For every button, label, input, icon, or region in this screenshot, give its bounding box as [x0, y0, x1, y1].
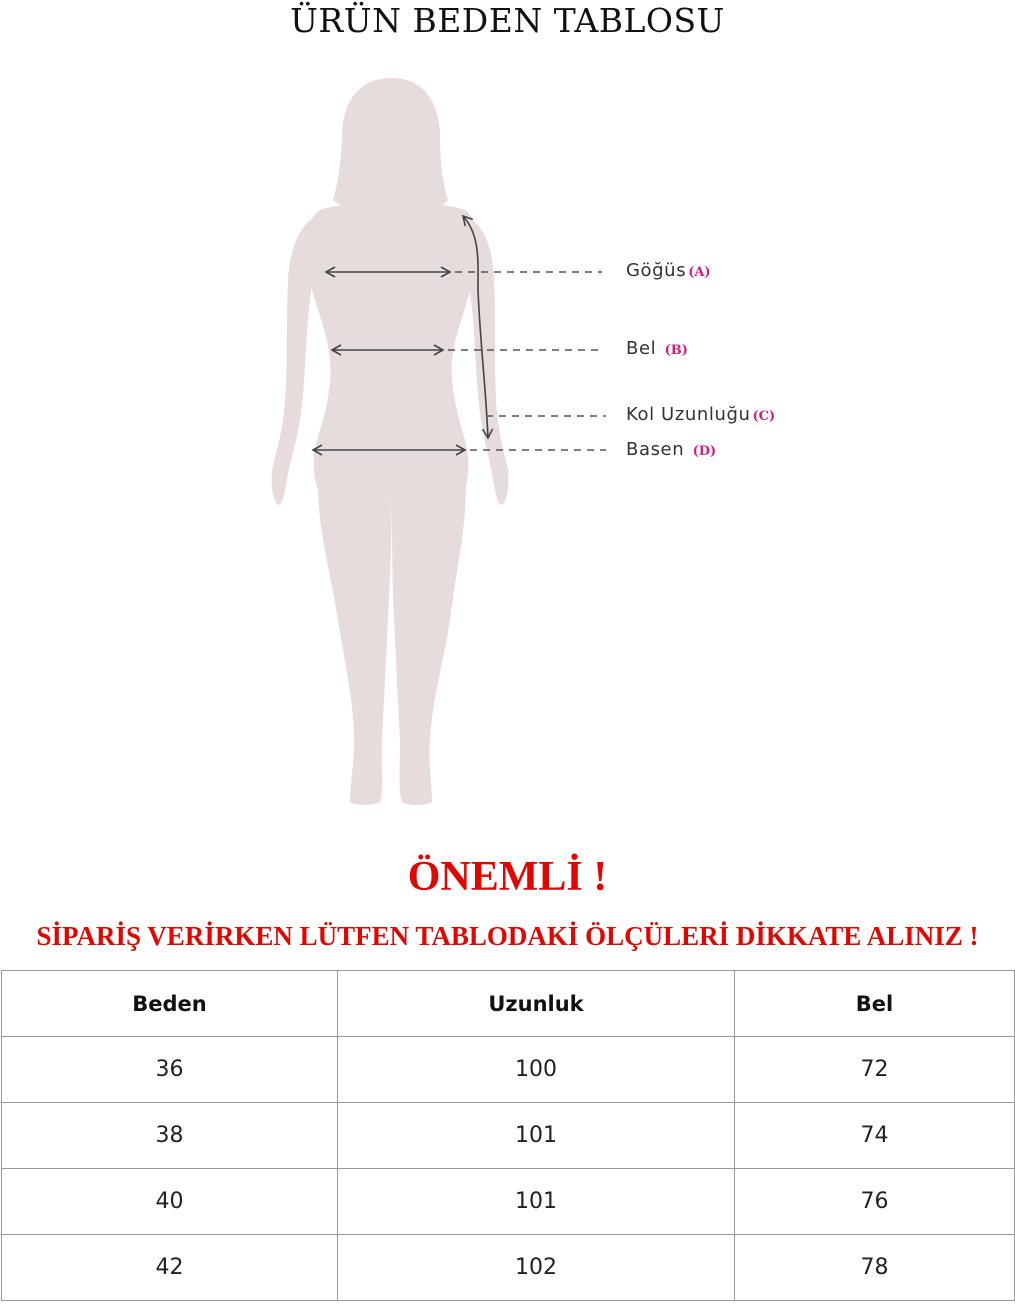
- table-row: [2, 1169, 1015, 1235]
- table-cell: 36: [2, 1037, 338, 1103]
- measurement-code: (B): [664, 343, 688, 358]
- measurement-code: (D): [692, 444, 717, 459]
- measurement-code: (A): [688, 265, 711, 280]
- measurement-code: (C): [752, 409, 776, 424]
- body-measurement-figure: [0, 60, 1015, 820]
- female-silhouette: [272, 78, 509, 805]
- table-cell: 38: [2, 1103, 338, 1169]
- table-cell: 101: [338, 1169, 735, 1235]
- measurement-name: Bel: [626, 338, 657, 359]
- table-cell: 40: [2, 1169, 338, 1235]
- table-cell: 76: [735, 1169, 1015, 1235]
- measurement-name: Göğüs: [626, 260, 687, 281]
- body-silhouette-diagram: [0, 60, 1015, 820]
- table-header-row: [2, 971, 1015, 1037]
- measurement-name: Basen: [626, 439, 685, 460]
- table-row: [2, 1037, 1015, 1103]
- table-cell: 42: [2, 1235, 338, 1301]
- table-cell: 100: [338, 1037, 735, 1103]
- measurement-label-waist: [626, 338, 688, 359]
- table-cell: 102: [338, 1235, 735, 1301]
- table-cell: 72: [735, 1037, 1015, 1103]
- column-header-size: Beden: [2, 971, 338, 1037]
- table-row: [2, 1235, 1015, 1301]
- column-header-length: Uzunluk: [338, 971, 735, 1037]
- table-cell: 101: [338, 1103, 735, 1169]
- measurement-label-chest: [626, 260, 711, 281]
- table-cell: 74: [735, 1103, 1015, 1169]
- table-cell: 78: [735, 1235, 1015, 1301]
- size-table: [1, 970, 1015, 1301]
- page-title: ÜRÜN BEDEN TABLOSU: [290, 1, 725, 40]
- measurement-label-sleeve: [626, 404, 775, 425]
- measurement-name: Kol Uzunluğu: [626, 404, 751, 425]
- column-header-waist: Bel: [735, 971, 1015, 1037]
- measurement-label-hip: [626, 439, 716, 460]
- order-notice: SİPARİŞ VERİRKEN LÜTFEN TABLODAKİ ÖLÇÜLERİ DİKKATE ALINIZ !: [36, 921, 979, 951]
- table-row: [2, 1103, 1015, 1169]
- important-heading: ÖNEMLİ !: [407, 854, 608, 900]
